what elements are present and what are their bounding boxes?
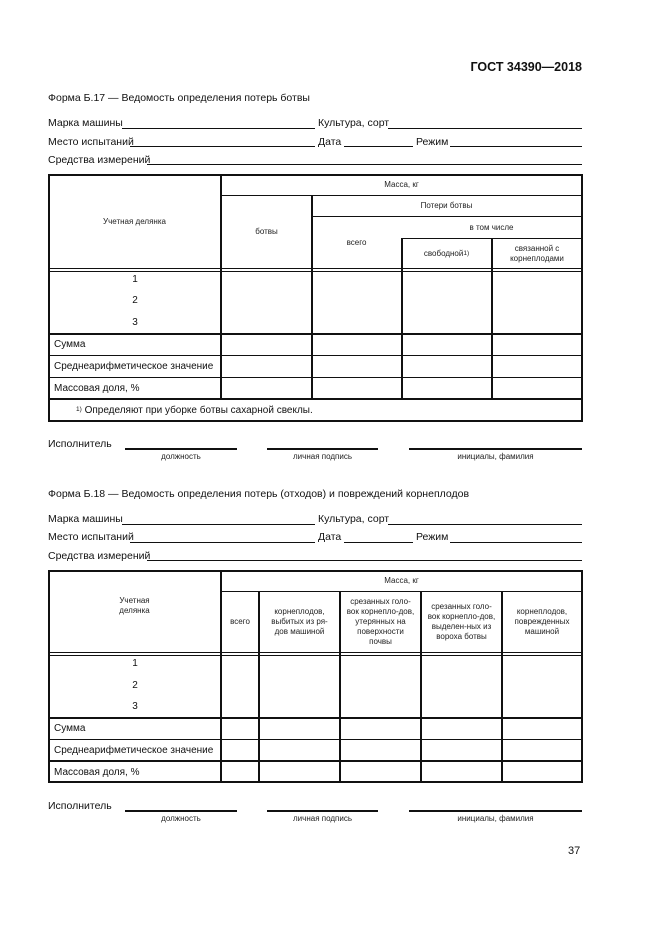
header-including: в том числе	[469, 222, 514, 232]
input-mode[interactable]	[450, 146, 582, 147]
label-date: Дата	[318, 531, 342, 543]
row-mean: Среднеарифметическое значение	[54, 361, 214, 372]
input-name[interactable]	[409, 448, 582, 450]
input-date[interactable]	[344, 146, 413, 147]
form-title: Форма Б.17 — Ведомость определения потерь ботвы	[48, 92, 310, 104]
input-date[interactable]	[344, 542, 413, 543]
plot-number: 2	[132, 680, 138, 691]
header-knocked-out: корнеплодов, выбитых из ря-дов машиной	[271, 607, 328, 636]
label-culture: Культура, сорт	[318, 513, 390, 525]
label-place: Место испытаний	[48, 531, 134, 543]
label-mode: Режим	[416, 136, 449, 148]
header-cut-heads-lost: срезанных голо-вок корнепло-дов, утерянных на поверхности почвы	[346, 597, 415, 646]
label-mode: Режим	[416, 531, 449, 543]
plot-number: 3	[132, 317, 138, 328]
header-mass: Масса, кг	[384, 180, 419, 189]
header-plot: Учетная делянка	[119, 595, 150, 615]
header-cut-heads-separated: срезанных голо-вок корнепло-дов, выделен-ных из вороха ботвы	[427, 602, 496, 641]
input-signature[interactable]	[267, 810, 378, 812]
input-place[interactable]	[130, 542, 315, 543]
label-tools: Средства измерений	[48, 550, 151, 562]
header-losses: Потери ботвы	[420, 201, 473, 210]
label-place: Место испытаний	[48, 136, 134, 148]
row-mass-fraction: Массовая доля, %	[54, 382, 140, 394]
input-culture[interactable]	[388, 128, 582, 129]
header-total: всего	[346, 237, 367, 247]
input-tools[interactable]	[147, 164, 582, 165]
plot-number: 1	[132, 274, 138, 285]
caption-name: инициалы, фамилия	[457, 452, 534, 461]
row-mass-fraction: Массовая доля, %	[54, 766, 140, 778]
input-name[interactable]	[409, 810, 582, 812]
input-signature[interactable]	[267, 448, 378, 450]
header-free: свободной 1)	[423, 248, 470, 258]
input-culture[interactable]	[388, 524, 582, 525]
label-culture: Культура, сорт	[318, 117, 390, 129]
header-bound: связанной с корнеплодами	[510, 243, 564, 263]
caption-name: инициалы, фамилия	[457, 814, 534, 823]
input-position[interactable]	[125, 448, 237, 450]
label-tools: Средства измерений	[48, 154, 151, 166]
label-executor: Исполнитель	[48, 438, 112, 450]
caption-position: должность	[161, 452, 201, 461]
input-machine[interactable]	[122, 524, 315, 525]
header-damaged: корнеплодов, поврежденных машиной	[514, 607, 570, 636]
caption-position: должность	[161, 814, 201, 823]
input-mode[interactable]	[450, 542, 582, 543]
label-date: Дата	[318, 136, 342, 148]
label-machine: Марка машины	[48, 513, 123, 525]
input-tools[interactable]	[147, 560, 582, 561]
header-tops: ботвы	[255, 227, 278, 236]
header-mass: Масса, кг	[384, 576, 419, 585]
form-title: Форма Б.18 — Ведомость определения потерь (отходов) и повреждений корнеплодов	[48, 488, 470, 500]
caption-signature: личная подпись	[293, 452, 352, 461]
footnote: 1) Определяют при уборке ботвы сахарной свеклы.	[76, 404, 313, 416]
caption-signature: личная подпись	[293, 814, 352, 823]
label-executor: Исполнитель	[48, 800, 112, 812]
input-machine[interactable]	[122, 128, 315, 129]
header-plot: Учетная делянка	[103, 216, 166, 226]
label-machine: Марка машины	[48, 117, 123, 129]
header-total: всего	[230, 617, 250, 626]
row-mean: Среднеарифметическое значение	[54, 744, 214, 756]
row-sum: Сумма	[54, 339, 86, 350]
input-position[interactable]	[125, 810, 237, 812]
plot-number: 2	[132, 295, 138, 306]
row-sum: Сумма	[54, 723, 86, 734]
page-number: 37	[568, 845, 581, 857]
plot-number: 1	[132, 658, 138, 669]
plot-number: 3	[132, 701, 138, 712]
input-place[interactable]	[130, 146, 315, 147]
standard-number: ГОСТ 34390—2018	[470, 60, 582, 74]
